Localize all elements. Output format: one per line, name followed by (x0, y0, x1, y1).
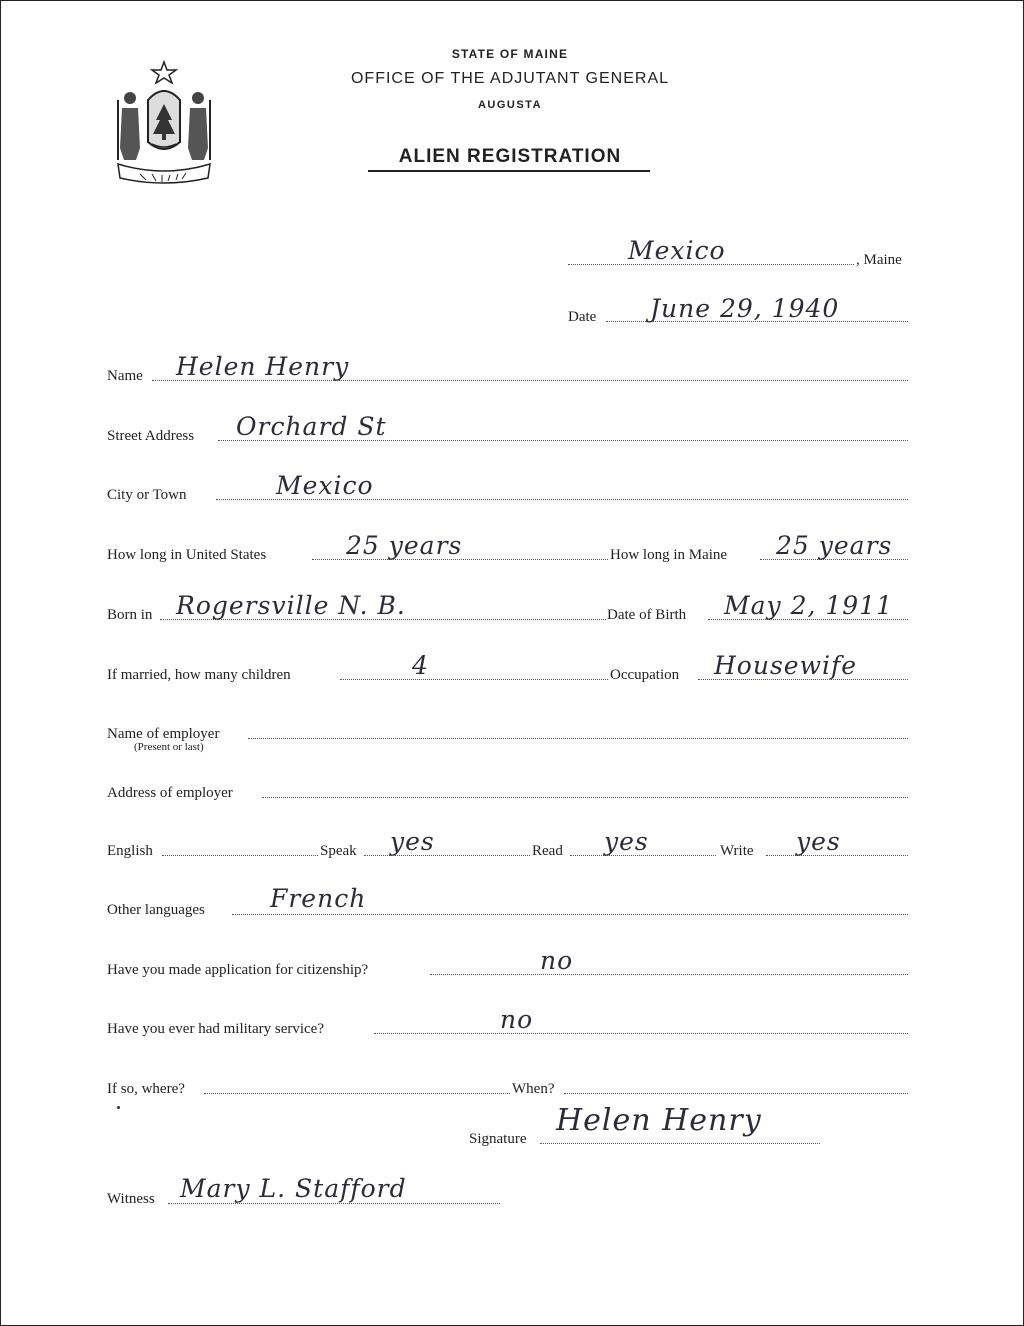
town-suffix-label: , Maine (856, 252, 902, 268)
maine-duration-value: 25 years (776, 531, 893, 560)
speak-field-line[interactable] (364, 855, 530, 856)
us-duration-value: 25 years (346, 531, 463, 560)
military-field-line[interactable] (374, 1033, 908, 1034)
military-label: Have you ever had military service? (107, 1021, 324, 1037)
date-label: Date (568, 309, 597, 325)
dob-label: Date of Birth (607, 607, 687, 623)
children-label: If married, how many children (107, 667, 291, 683)
state-heading: STATE OF MAINE (451, 47, 569, 61)
birthplace-value: Rogersville N. B. (176, 591, 406, 620)
english-field-line (162, 855, 318, 856)
write-label: Write (720, 843, 754, 859)
speak-label: Speak (320, 843, 357, 859)
read-value: yes (604, 827, 649, 856)
employer-field-line[interactable] (248, 738, 908, 739)
military-value: no (500, 1005, 534, 1034)
signature-value: Helen Henry (556, 1103, 762, 1138)
city-field-value: Mexico (276, 471, 374, 500)
read-label: Read (532, 843, 563, 859)
office-heading: OFFICE OF THE ADJUTANT GENERAL (350, 70, 670, 87)
other-languages-label: Other languages (107, 902, 205, 918)
employer-address-label: Address of employer (107, 785, 233, 801)
when-label: When? (512, 1081, 555, 1097)
street-address-label: Street Address (107, 428, 195, 444)
other-languages-value: French (270, 884, 367, 913)
children-field-line[interactable] (340, 679, 608, 680)
name-label: Name (107, 368, 143, 384)
where-field-line[interactable] (204, 1093, 510, 1094)
occupation-label: Occupation (610, 667, 680, 683)
citizenship-value: no (540, 946, 574, 975)
birthplace-label: Born in (107, 607, 153, 623)
witness-value: Mary L. Stafford (180, 1174, 407, 1203)
occupation-value: Housewife (714, 651, 858, 680)
date-field-value: June 29, 1940 (650, 294, 840, 323)
us-duration-label: How long in United States (107, 547, 267, 563)
employer-sublabel: (Present or last) (134, 741, 204, 753)
when-field-line[interactable] (564, 1093, 908, 1094)
town-field-value: Mexico (628, 236, 726, 265)
stray-ink-mark (117, 1106, 120, 1109)
children-value: 4 (412, 651, 429, 680)
maine-duration-label: How long in Maine (610, 547, 728, 563)
form-title: ALIEN REGISTRATION (398, 146, 622, 167)
citizenship-field-line[interactable] (430, 974, 908, 975)
title-underline (368, 170, 650, 172)
employer-address-field-line[interactable] (262, 797, 908, 798)
city-heading: AUGUSTA (477, 99, 543, 111)
other-languages-field-line[interactable] (232, 914, 908, 915)
citizenship-label: Have you made application for citizenship? (107, 962, 369, 978)
street-address-value: Orchard St (236, 412, 387, 441)
witness-label: Witness (107, 1191, 155, 1207)
english-label: English (107, 843, 153, 859)
name-field-value: Helen Henry (176, 352, 350, 381)
signature-field-line[interactable] (540, 1143, 820, 1144)
where-label: If so, where? (107, 1081, 185, 1097)
speak-value: yes (390, 827, 435, 856)
state-seal-logo (110, 60, 218, 188)
write-value: yes (796, 827, 841, 856)
dob-value: May 2, 1911 (724, 591, 893, 620)
signature-label: Signature (469, 1131, 527, 1147)
employer-label: Name of employer (107, 726, 220, 742)
city-label: City or Town (107, 487, 187, 503)
